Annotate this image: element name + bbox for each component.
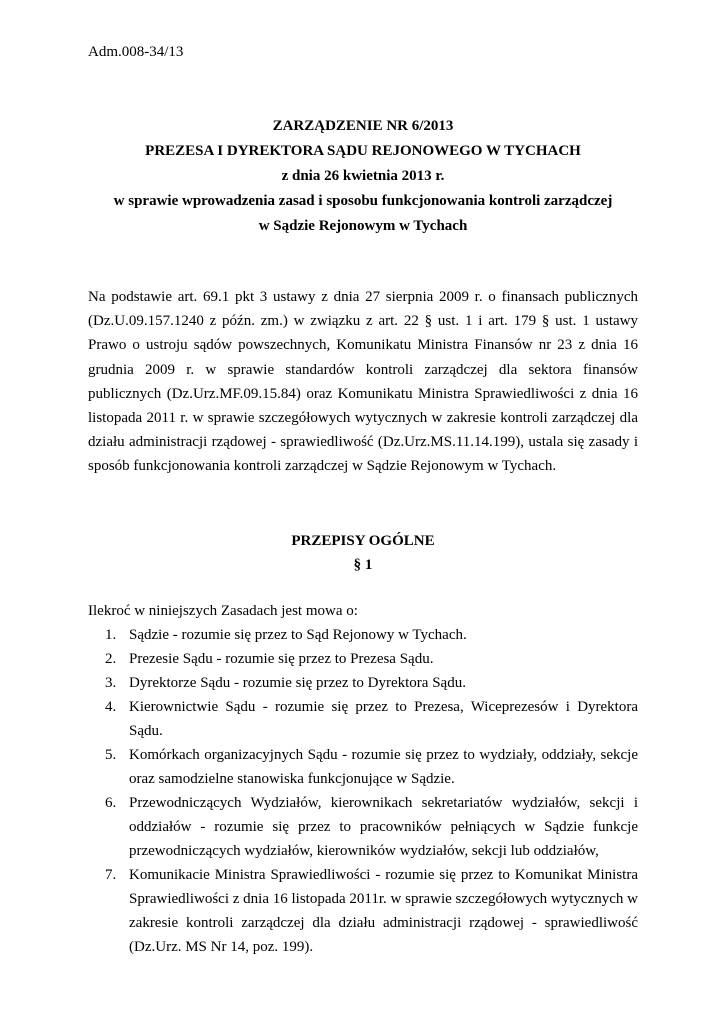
list-item-text: Kierownictwie Sądu - rozumie się przez to Prezesa, Wiceprezesów i Dyrektora Sądu. (129, 699, 638, 739)
list-item-number: 5. (105, 747, 117, 763)
title-line-5: w Sądzie Rejonowym w Tychach (258, 218, 468, 234)
list-item (88, 671, 638, 695)
title-line-2: PREZESA I DYREKTORA SĄDU REJONOWEGO W TYCHACH (145, 143, 581, 159)
preamble-paragraph: Na podstawie art. 69.1 pkt 3 ustawy z dnia 27 sierpnia 2009 r. o finansach publicznych (Dz.U.09.157.1240 z późn. zm.) w związku z art. 22 § ust. 1 i art. 179 § ust. 1 ustawy Prawo o ustroju sądów powszechnych, Komunikatu Ministra Finansów nr 23 z dnia 16 grudnia 2009 r. w sprawie standardów kontroli zarządczej dla sektora finansów publicznych (Dz.Urz.MF.09.15.84) oraz Komunikatu Ministra Sprawiedliwości z dnia 16 listopada 2011 r. w sprawie szczegółowych wytycznych w zakresie kontroli zarządczej dla działu administracji rządowej - sprawiedliwość (Dz.Urz.MS.11.14.199), ustala się zasady i sposób funkcjonowania kontroli zarządczej w Sądzie Rejonowym w Tychach. (88, 289, 638, 475)
list-item-number: 2. (105, 651, 117, 667)
definitions-list (88, 623, 638, 959)
list-item-number: 7. (105, 867, 117, 883)
list-item (88, 695, 638, 743)
list-item-text: Sądzie - rozumie się przez to Sąd Rejonowy w Tychach. (129, 627, 467, 643)
list-item-number: 3. (105, 675, 117, 691)
list-item-text: Komórkach organizacyjnych Sądu - rozumie się przez to wydziały, oddziały, sekcje oraz samodzielne stanowiska funkcjonujące w Sądzie. (129, 747, 638, 787)
list-item-number: 1. (105, 627, 117, 643)
list-item-text: Prezesie Sądu - rozumie się przez to Prezesa Sądu. (129, 651, 434, 667)
list-item (88, 623, 638, 647)
section-header (88, 529, 638, 577)
title-line-1: ZARZĄDZENIE NR 6/2013 (272, 118, 454, 134)
list-item-text: Komunikacie Ministra Sprawiedliwości - rozumie się przez to Komunikat Ministra Sprawiedliwości z dnia 16 listopada 2011r. w sprawie szczegółowych wytycznych w zakresie kontroli zarządczej dla działu administracji rządowej - sprawiedliwość (Dz.Urz. MS Nr 14, poz. 199). (129, 867, 638, 955)
list-item-number: 4. (105, 699, 117, 715)
list-item-number: 6. (105, 795, 117, 811)
list-item (88, 863, 638, 959)
list-item (88, 743, 638, 791)
list-item (88, 647, 638, 671)
section-heading: PRZEPISY OGÓLNE (291, 533, 435, 549)
list-item-text: Dyrektorze Sądu - rozumie się przez to Dyrektora Sądu. (129, 675, 466, 691)
title-line-3: z dnia 26 kwietnia 2013 r. (281, 168, 445, 184)
document-reference: Adm.008-34/13 (88, 44, 184, 60)
list-item-text: Przewodniczących Wydziałów, kierownikach sekretariatów wydziałów, sekcji i oddziałów - rozumie się przez to pracowników pełniących w Sądzie funkcje przewodniczących wydziałów, kierowników wydziałów, sekcji lub oddziałów, (129, 795, 638, 859)
section-paragraph-number: § 1 (353, 557, 373, 573)
list-item (88, 791, 638, 863)
document-title (88, 114, 638, 239)
title-line-4: w sprawie wprowadzenia zasad i sposobu funkcjonowania kontroli zarządczej (113, 193, 613, 209)
definitions-intro: Ilekroć w niniejszych Zasadach jest mowa o: (88, 603, 358, 619)
